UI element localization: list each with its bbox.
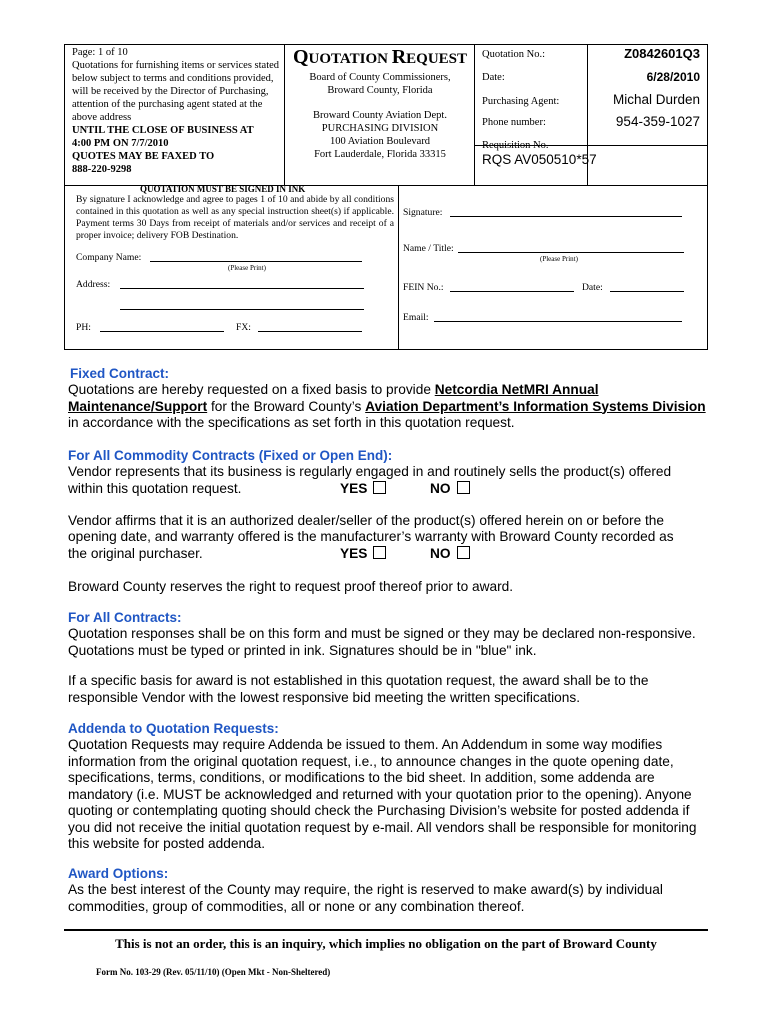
- award-options-heading: Award Options:: [68, 866, 169, 881]
- email-label: Email:: [403, 312, 429, 323]
- fax-number: 888-220-9298: [72, 164, 132, 175]
- all-contracts-text-2: If a specific basis for award is not established in this quotation request, the award shall be to the responsible Vendor with the lowest responsive bid meeting the written specifications.: [68, 673, 649, 705]
- vendor-affirms-line2: opening date, and warranty offered is the manufacturer’s warranty with Broward County recorded as: [68, 529, 674, 544]
- no-checkbox-2[interactable]: [457, 546, 470, 559]
- no-checkbox-1[interactable]: [457, 481, 470, 494]
- sign-heading: QUOTATION MUST BE SIGNED IN INK: [140, 184, 306, 194]
- name-title-label: Name / Title:: [403, 243, 454, 254]
- phone-label: Phone number:: [482, 117, 546, 128]
- street-address: 100 Aviation Boulevard: [329, 136, 431, 147]
- sign-date-label: Date:: [582, 282, 603, 293]
- date-value: 6/28/2010: [646, 70, 700, 84]
- addenda-heading: Addenda to Quotation Requests:: [68, 721, 279, 736]
- reserves-right-text: Broward County reserves the right to request proof thereof prior to award.: [68, 579, 514, 594]
- fax-field-label: FX:: [236, 322, 251, 333]
- please-print-note-2: (Please Print): [540, 255, 578, 263]
- page-number: Page: 1 of 10: [72, 47, 128, 58]
- award-options-text: As the best interest of the County may require, the right is reserved to make award(s) by individual commodities, group of commodities, all or none or any combination thereof.: [68, 882, 663, 914]
- vendor-affirms-line1: Vendor affirms that it is an authorized dealer/seller of the product(s) offered herein on or before the: [68, 513, 665, 528]
- phone-value: 954-359-1027: [615, 114, 700, 129]
- vendor-represents-line2: within this quotation request.: [68, 481, 242, 496]
- vendor-affirms-line3: the original purchaser.: [68, 546, 203, 561]
- inquiry-notice: This is not an order, this is an inquiry, which implies no obligation on the part of Broward County: [115, 936, 657, 951]
- county-name: Broward County, Florida: [327, 85, 433, 96]
- commodity-heading: For All Commodity Contracts (Fixed or Open End):: [68, 448, 393, 463]
- header-center: [285, 46, 475, 161]
- fax-field[interactable]: [258, 331, 362, 332]
- address-field-1[interactable]: [120, 288, 364, 289]
- fixed-contract-heading: Fixed Contract:: [70, 366, 170, 381]
- fax-line: QUOTES MAY BE FAXED TO: [72, 151, 215, 162]
- vendor-represents-line1: Vendor represents that its business is regularly engaged in and routinely sells the product(s) offered: [68, 464, 672, 479]
- please-print-note: (Please Print): [228, 264, 266, 272]
- signature-label: Signature:: [403, 207, 443, 218]
- address-field-2[interactable]: [120, 309, 364, 310]
- intro-text: Quotations for furnishing items or services stated below subject to terms and conditions provided, will be received by the Director of Purchasing, attention of the purchasing agent stated at the above address: [72, 60, 280, 123]
- deadline-time: 4:00 PM ON 7/7/2010: [72, 138, 169, 149]
- company-name-field[interactable]: [150, 261, 362, 262]
- footer-divider: [64, 929, 708, 931]
- sign-terms: By signature I acknowledge and agree to pages 1 of 10 and abide by all conditions contained in this quotation as well as any special instruction sheet(s) if applicable. Payment terms 30 Days from receipt of materials and/or services and receipt of a proper invoice; delivery FOB Destination.: [76, 194, 394, 241]
- sign-date-field[interactable]: [610, 291, 684, 292]
- fein-field[interactable]: [450, 291, 574, 292]
- all-contracts-heading: For All Contracts:: [68, 610, 182, 625]
- yes-checkbox-1[interactable]: [373, 481, 386, 494]
- yes-option-2: YES: [340, 546, 386, 561]
- company-name-label: Company Name:: [76, 252, 142, 263]
- board-name: Board of County Commissioners,: [309, 72, 451, 83]
- phone-field[interactable]: [100, 331, 224, 332]
- form-number: Form No. 103-29 (Rev. 05/11/10) (Open Mkt - Non-Sheltered): [96, 967, 331, 977]
- header-instructions: [72, 46, 282, 176]
- fixed-contract-text: Quotations are hereby requested on a fixed basis to provide Netcordia NetMRI Annual Maintenance/Support for the Broward County’s Aviation Department’s Information Systems Division in accordance with the specifications as set forth in this quotation request.: [68, 382, 706, 430]
- quotation-no-value: Z0842601Q3: [624, 46, 700, 61]
- all-contracts-text-1: Quotation responses shall be on this form and must be signed or they may be declared non-responsive. Quotations must be typed or printed in ink. Signatures should be in "blue" ink.: [68, 626, 696, 658]
- address-label: Address:: [76, 279, 111, 290]
- email-field[interactable]: [434, 321, 682, 322]
- dept-name: Broward County Aviation Dept.: [313, 110, 447, 121]
- agent-value: Michal Durden: [612, 92, 700, 107]
- page-title: QUOTATION REQUEST: [292, 46, 468, 68]
- no-option-2: NO: [430, 546, 470, 561]
- signature-field[interactable]: [450, 216, 682, 217]
- addenda-text: Quotation Requests may require Addenda be issued to them. An Addendum in some way modifies information from the original quotation request, i.e., to announce changes in the quote opening date, specifications, terms, conditions, or modifications to the bid sheet. In addition, some addenda are mandatory (i.e. MUST be acknowledged and returned with your quotation prior to the opening). Anyone quoting or contemplating quoting should check the Purchasing Division’s website for posted addenda if you did not receive the initial quotation request by e-mail. All vendors shall be responsible for monitoring this website for posted addenda.: [68, 737, 697, 851]
- division-name: PURCHASING DIVISION: [321, 123, 439, 134]
- fein-label: FEIN No.:: [403, 282, 444, 293]
- requisition-label: Requisition No.: [482, 140, 549, 151]
- date-label: Date:: [482, 72, 505, 83]
- deadline-label: UNTIL THE CLOSE OF BUSINESS AT: [72, 125, 254, 136]
- yes-checkbox-2[interactable]: [373, 546, 386, 559]
- city-address: Fort Lauderdale, Florida 33315: [314, 149, 446, 160]
- no-option-1: NO: [430, 481, 470, 496]
- phone-field-label: PH:: [76, 322, 91, 333]
- yes-option-1: YES: [340, 481, 386, 496]
- name-title-field[interactable]: [458, 252, 684, 253]
- quotation-no-label: Quotation No.:: [482, 49, 545, 60]
- requisition-value: RQS AV050510*57: [482, 152, 597, 167]
- agent-label: Purchasing Agent:: [482, 96, 560, 107]
